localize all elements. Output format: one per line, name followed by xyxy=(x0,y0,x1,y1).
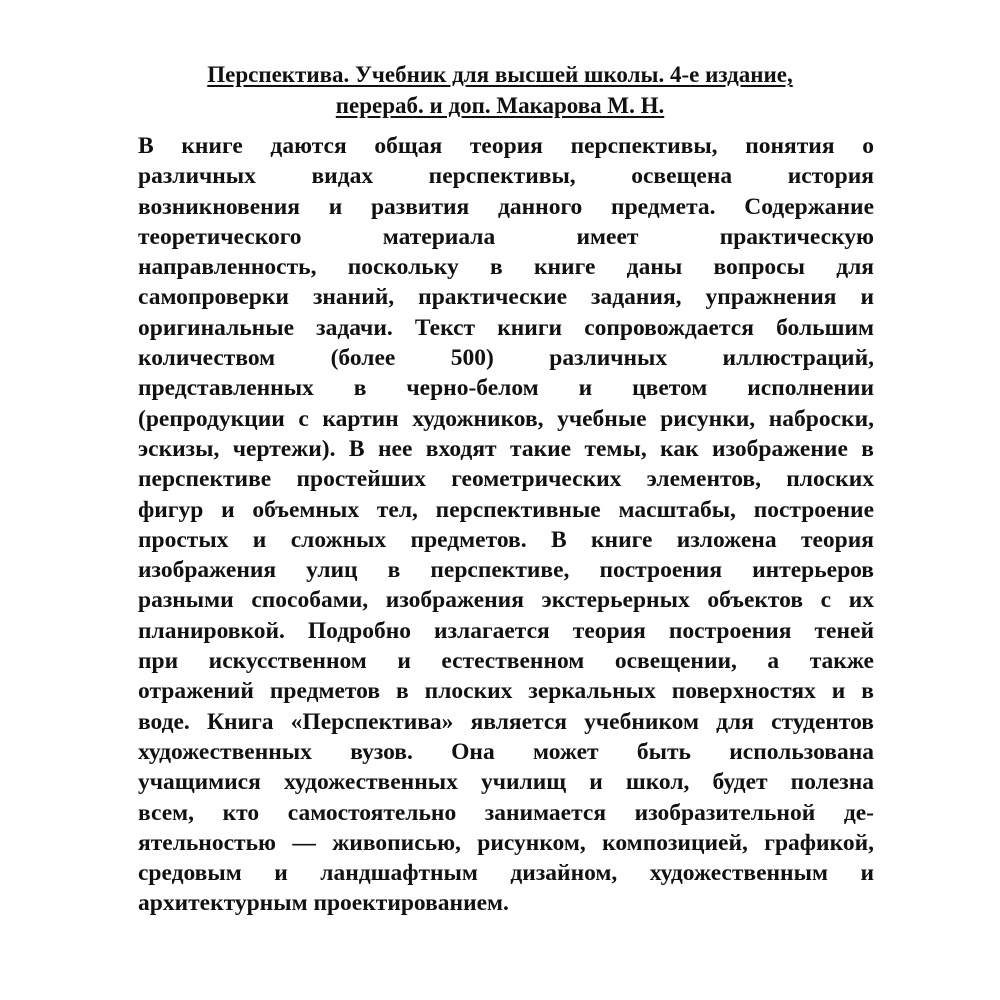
body-line: ятельностью — живописью, рисунком, композицией, графикой, xyxy=(138,829,874,856)
body-line: художественных вузов. Она может быть использована xyxy=(138,738,874,765)
body-line: отражений предметов в плоских зеркальных поверхностях и в xyxy=(138,678,874,705)
body-line: самопроверки знаний, практические задания, упражнения и xyxy=(138,284,874,311)
body-line: В книге даются общая теория перспективы, понятия о xyxy=(138,133,874,159)
body-line: фигур и объемных тел, перспективные масштабы, построение xyxy=(138,496,874,523)
body-line: всем, кто самостоятельно занимается изобразительной де- xyxy=(138,799,874,826)
body-line: эскизы, чертежи). В нее входят такие темы, как изображение в xyxy=(138,435,874,462)
body-line: возникновения и развития данного предмета. Содержание xyxy=(138,193,874,220)
body-line: (репродукции с картин художников, учебные рисунки, наброски, xyxy=(138,405,874,432)
body-line: различных видах перспективы, освещена история xyxy=(138,163,874,190)
body-line: изображения улиц в перспективе, построения интерьеров xyxy=(138,557,874,584)
title-line-1: Перспектива. Учебник для высшей школы. 4-е издание, xyxy=(207,62,793,87)
body-line: перспективе простейших геометрических элементов, плоских xyxy=(138,466,874,493)
body-line: оригинальные задачи. Текст книги сопровождается большим xyxy=(138,314,874,341)
body-line: планировкой. Подробно излагается теория построения теней xyxy=(138,617,874,644)
body-line: при искусственном и естественном освещении, а также xyxy=(138,648,874,675)
body-line: разными способами, изображения экстерьерных объектов с их xyxy=(138,587,874,614)
body-line: воде. Книга «Перспектива» является учебником для студентов xyxy=(138,708,874,735)
body-line: теоретического материала имеет практическую xyxy=(138,223,874,250)
document-title xyxy=(0,59,1000,121)
body-line: количеством (более 500) различных иллюстраций, xyxy=(138,345,874,372)
title-line-2: перераб. и доп. Макарова М. Н. xyxy=(335,93,665,118)
body-line: средовым и ландшафтным дизайном, художественным и xyxy=(138,860,874,887)
body-line: учащимися художественных училищ и школ, будет полезна xyxy=(138,769,874,796)
body-line: представленных в черно-белом и цветом исполнении xyxy=(138,375,874,402)
body-line-last: архитектурным проектированием. xyxy=(138,890,509,917)
body-line: направленность, поскольку в книге даны вопросы для xyxy=(138,254,874,281)
body-line: простых и сложных предметов. В книге изложена теория xyxy=(138,526,874,553)
document-body xyxy=(138,131,874,919)
